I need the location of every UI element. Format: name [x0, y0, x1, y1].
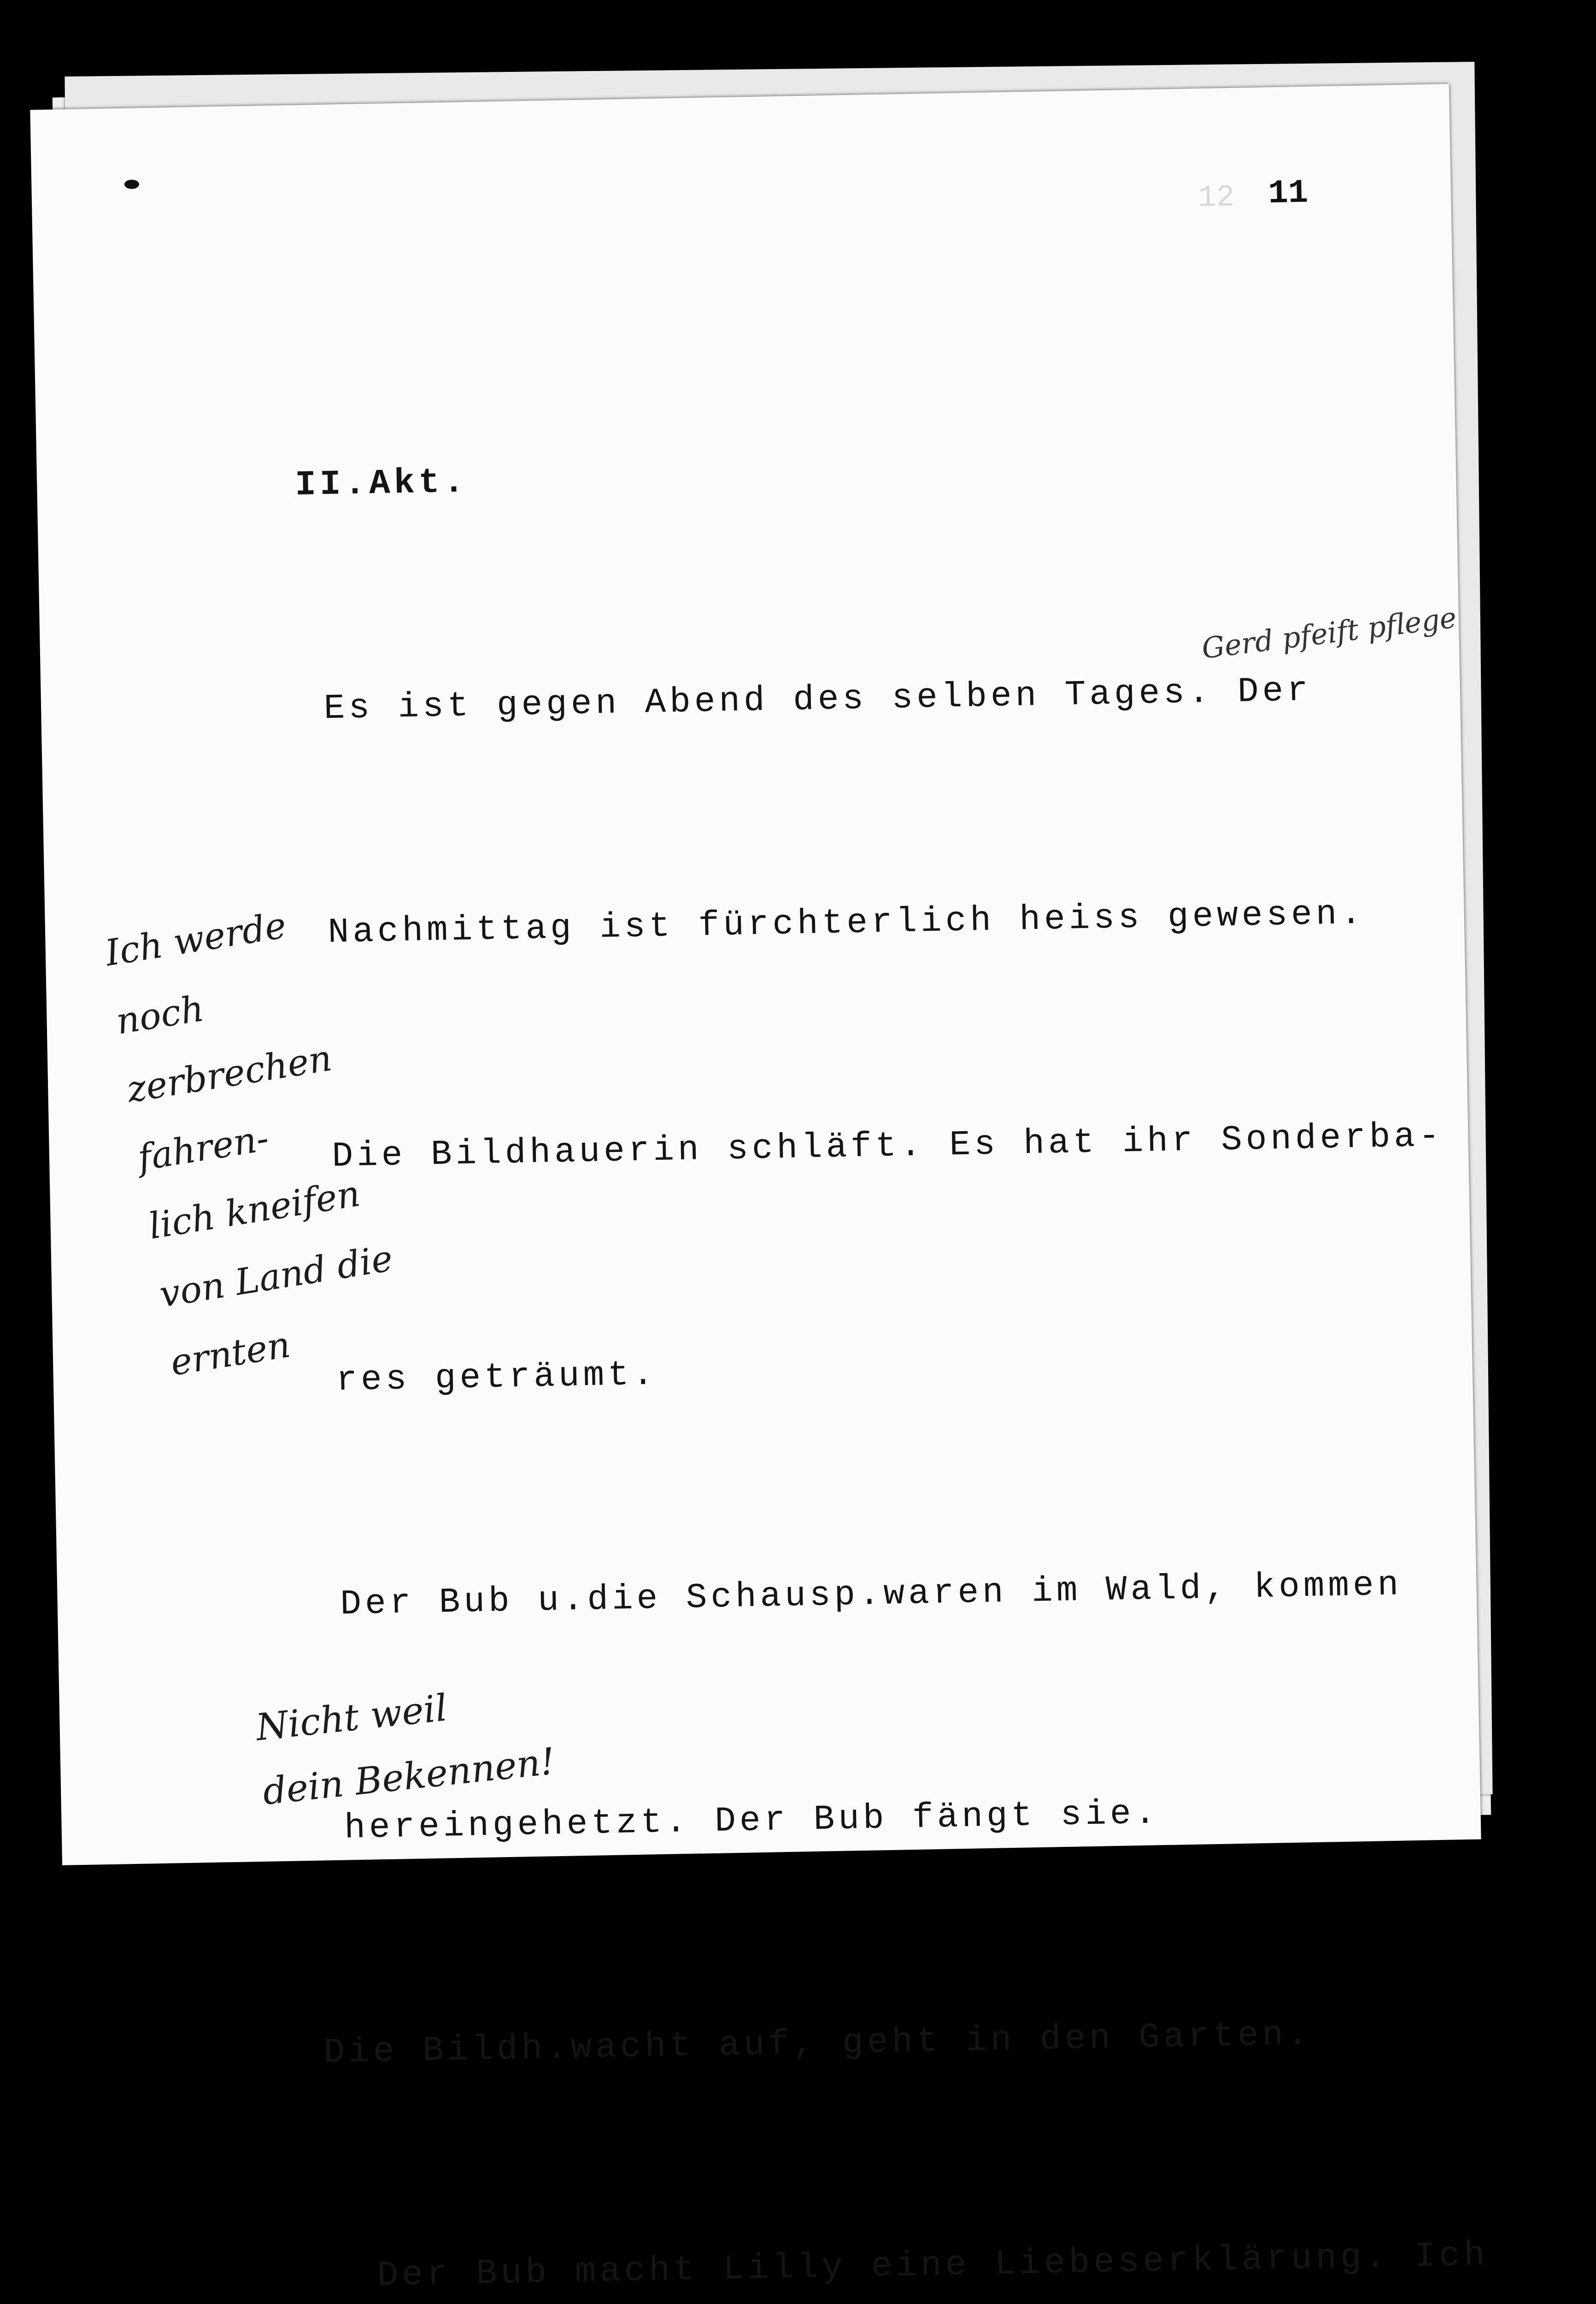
typed-text-block — [292, 278, 1489, 2304]
text-line: Die Bildh.wacht auf, geht in den Garten. — [323, 2015, 1312, 2073]
handwritten-line: fahren- — [135, 1117, 272, 1179]
text-line: res geträumt. — [311, 1355, 658, 1401]
typescript-page — [30, 84, 1489, 2297]
act-heading: II.Akt. — [294, 462, 469, 505]
handwritten-line: lich kneifen — [146, 1173, 363, 1248]
handwritten-line: Ich werde — [102, 905, 289, 975]
page-number: 11 — [1267, 174, 1308, 213]
text-line: Der Bub u.die Schausp.waren im Wald, kommen — [315, 1565, 1403, 1625]
handwritten-line: dein Bekennen! — [260, 1740, 557, 1813]
text-line: Nachmittag ist fürchterlich heiss gewesen. — [303, 893, 1366, 953]
text-line: Die Bildhauerin schläft. Es hat ihr Sonderba- — [307, 1116, 1444, 1177]
handwritten-line: von Land die — [157, 1238, 396, 1316]
ghost-page-number: 12 — [1197, 180, 1235, 216]
handwritten-line: Nicht weil — [253, 1686, 449, 1749]
handwritten-right-note: Gerd pfeift pflege — [1200, 600, 1459, 665]
text-line: hereingehetzt. Der Bub fängt sie. — [319, 1793, 1160, 1849]
ink-blot-mark — [124, 180, 139, 189]
handwritten-line: ernten — [167, 1324, 293, 1384]
text-line: Der Bub macht Lilly eine Liebeserklärung. Ich — [327, 2235, 1489, 2297]
text-line: Es ist gegen Abend des selben Tages. Der — [299, 670, 1312, 729]
handwritten-line: noch zerbrechen — [113, 987, 335, 1111]
